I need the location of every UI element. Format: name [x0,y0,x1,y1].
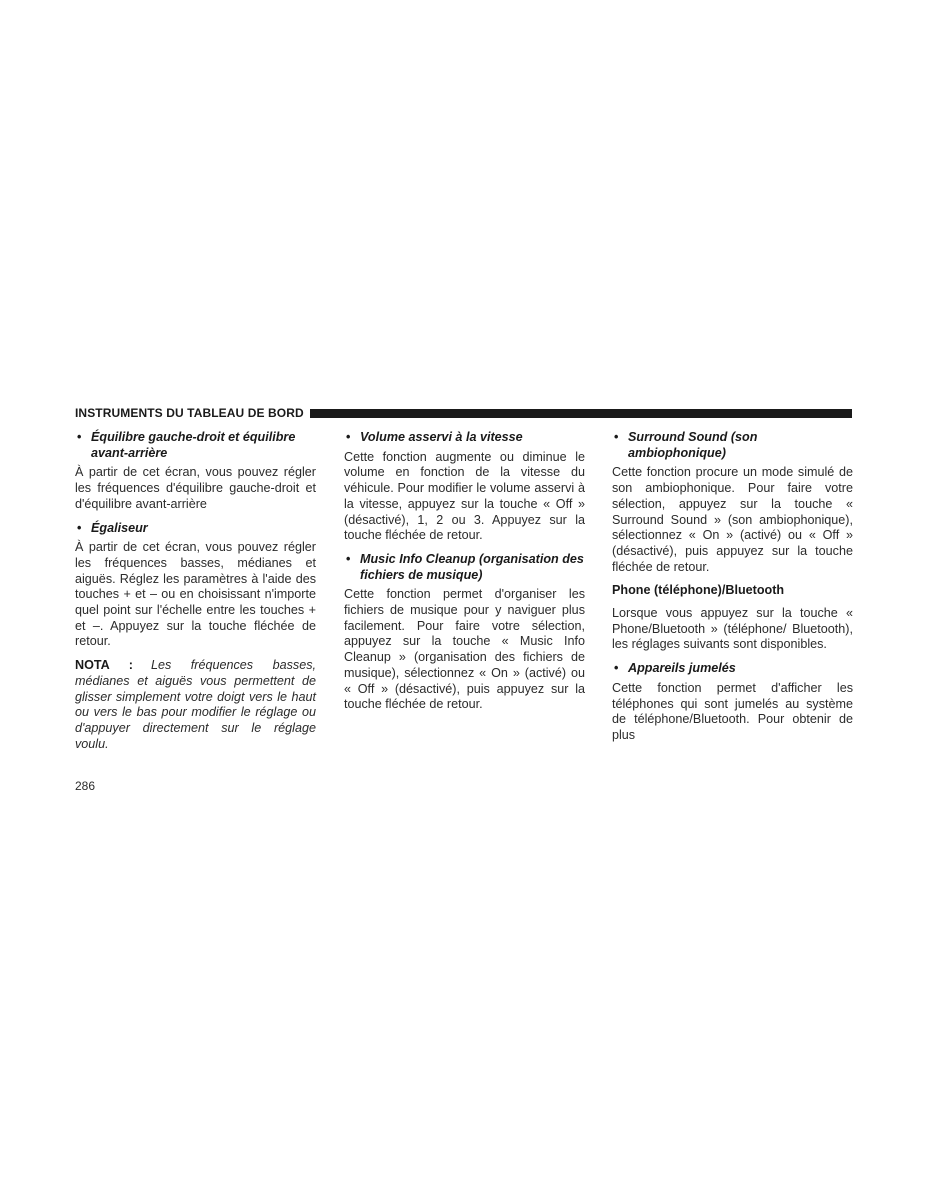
page-number: 286 [75,779,96,793]
header-rule [310,409,852,418]
column-left [75,430,316,752]
bullet-heading-equalizer: • Égaliseur [77,520,148,535]
bullet-heading-paired-devices: • Appareils jumelés [614,661,736,676]
paragraph-music-info: Cette fonction permet d'organiser les fichiers de musique pour y naviguer plus facilement. Pour faire votre sélection, appuyez sur la touche « Music Info Cleanup » (organisation des fichiers de musique), sélectionnez « On » (activé) ou « Off » (désactivé), puis appuyez sur la touche fléchée de retour. [344,587,585,712]
bullet-heading-balance: • Équilibre gauche-droit et équilibre avant-arrière [77,430,296,460]
paragraph-surround: Cette fonction procure un mode simulé de son ambiophonique. Pour faire votre sélection, appuyez sur la touche « Surround Sound » (son ambiophonique), sélectionnez « On » (activé) ou « Off » (désactivé), puis appuyez sur la touche fléchée de retour. [612,465,853,574]
paragraph-speed-volume: Cette fonction augmente ou diminue le volume en fonction de la vitesse du véhicule. Pour modifier le volume asservi à la vitesse, appuyez sur la touche « Off » (désactivé), 1, 2 ou 3. Appuyez sur la touche fléchée de retour. [344,449,585,543]
bullet-icon: • [614,661,619,676]
paragraph-equalizer: À partir de cet écran, vous pouvez régler les fréquences basses, médianes et aiguës. Réglez les paramètres à l'aide des touches + et – ou en choisissant n'importe quel point sur l'échelle entre les touches + et –. Appuyez sur la touche fléchée de retour. [75,540,316,649]
subheading-phone-bluetooth: Phone (téléphone)/Bluetooth [612,583,785,598]
column-middle [344,430,585,721]
bullet-icon: • [614,430,619,444]
paragraph-paired-devices: Cette fonction permet d'afficher les téléphones qui sont jumelés au système de téléphone/Bluetooth. Pour obtenir de plus [612,680,853,742]
paragraph-phone-bluetooth: Lorsque vous appuyez sur la touche « Phone/Bluetooth » (téléphone/ Bluetooth), les réglages suivants sont disponibles. [612,606,853,652]
note [75,658,316,752]
paragraph-balance: À partir de cet écran, vous pouvez régler les fréquences d'équilibre gauche-droit et d'équilibre avant-arrière [75,465,316,511]
section-title: INSTRUMENTS DU TABLEAU DE BORD [75,406,304,420]
bullet-icon: • [346,430,351,444]
note-text: Les fréquences basses, médianes et aiguës vous permettent de glisser simplement votre doigt vers le haut ou vers le bas pour modifier le réglage ou d'appuyer directement sur le réglage voulu. [75,658,317,751]
note-label: NOTA : [75,658,133,673]
bullet-icon: • [346,551,351,566]
bullet-icon: • [77,430,82,444]
bullet-heading-surround: • Surround Sound (son ambiophonique) [614,430,758,460]
bullet-heading-music-info: • Music Info Cleanup (organisation des fichiers de musique) [346,551,584,582]
running-header [75,405,852,421]
bullet-icon: • [77,520,82,535]
column-right [612,430,853,752]
bullet-heading-speed-volume: • Volume asservi à la vitesse [346,430,523,444]
